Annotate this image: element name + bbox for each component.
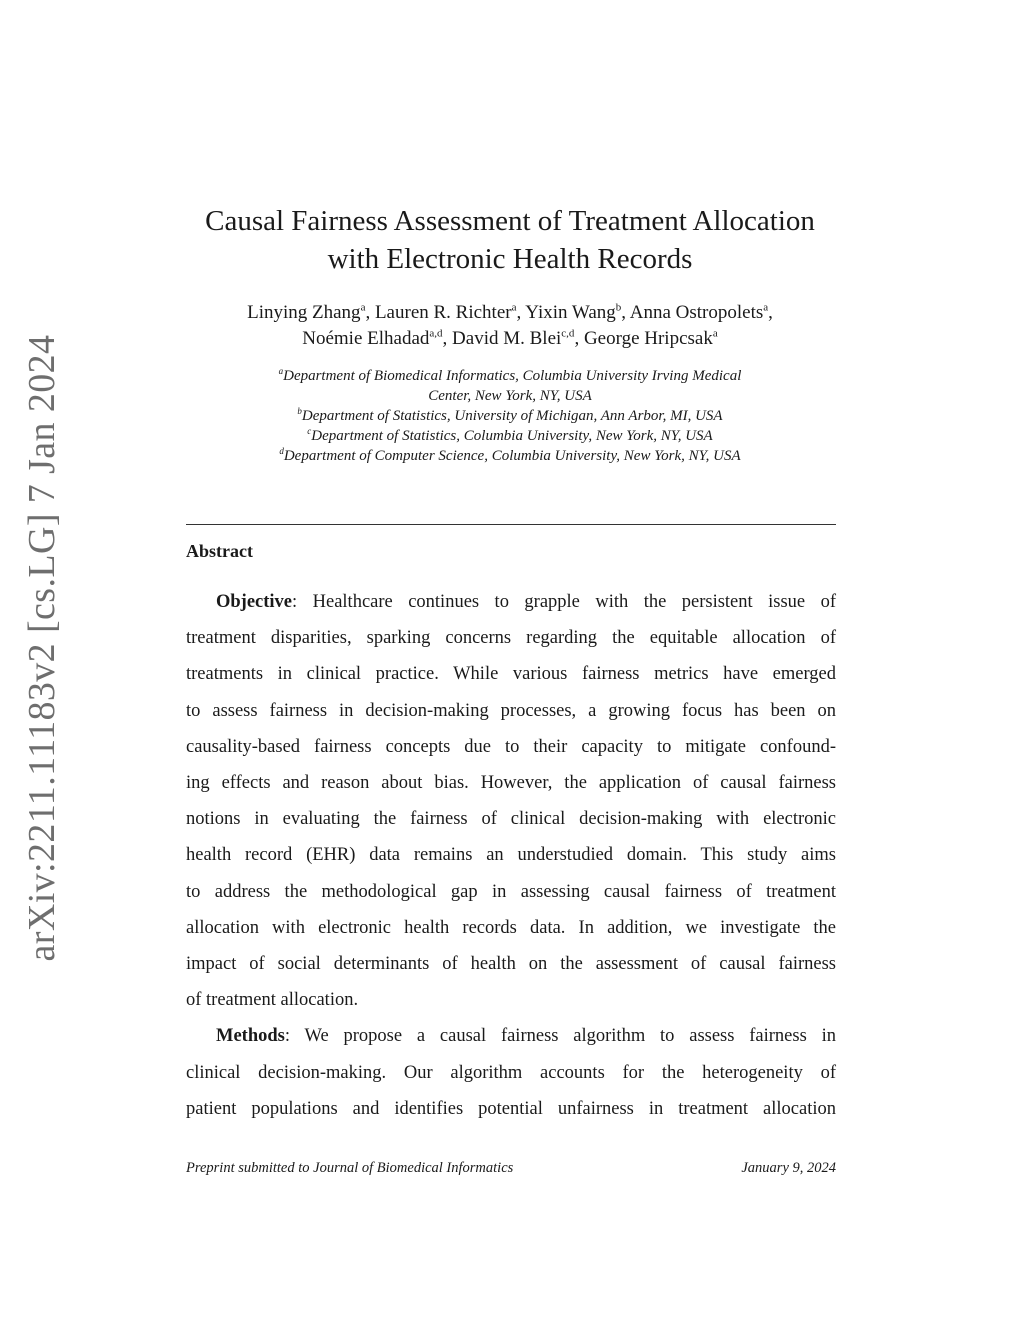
author-affiliation-mark: a,d xyxy=(429,327,443,340)
abstract-line xyxy=(186,584,836,620)
abstract-line: patient populations and identifies potential unfairness in treatment allocation xyxy=(186,1098,836,1119)
abstract-line: notions in evaluating the fairness of clinical decision-making with electronic xyxy=(186,809,836,830)
author-name: Anna Ostropolets xyxy=(629,302,764,323)
author-affiliation-mark: c,d xyxy=(561,327,575,340)
paper-title xyxy=(150,202,870,278)
arxiv-identifier: arXiv:2211.11183v2 [cs.LG] 7 Jan 2024 xyxy=(21,334,63,962)
author-affiliation-mark: a xyxy=(360,301,366,314)
abstract-line: to address the methodological gap in assessing causal fairness of treatment xyxy=(186,881,836,902)
affiliation-mark: c xyxy=(307,426,312,436)
abstract-line: causality-based fairness concepts due to their capacity to mitigate confound- xyxy=(186,736,836,757)
affiliation-mark: d xyxy=(279,446,284,456)
preprint-date: January 9, 2024 xyxy=(741,1160,836,1176)
objective-label: Objective xyxy=(216,592,293,612)
affiliation-text: Department of Biomedical Informatics, Columbia University Irving Medical xyxy=(283,368,742,384)
affiliation-a xyxy=(150,366,870,386)
affiliation-d xyxy=(150,446,870,466)
abstract-line-text: : Healthcare continues to grapple with the persistent issue of xyxy=(292,592,836,612)
abstract-line: of treatment allocation. xyxy=(186,990,359,1011)
abstract-line: treatment disparities, sparking concerns regarding the equitable allocation of xyxy=(186,628,836,649)
author-line-1: Linying Zhang$^a$, Lauren R. Richter$^a$, Yixin Wang$^b$, Anna Ostropolets$^a$, xyxy=(247,301,773,323)
abstract-line: health record (EHR) data remains an understudied domain. This study aims xyxy=(186,845,836,866)
methods-paragraph xyxy=(186,1018,836,1127)
author-name: George Hripcsak xyxy=(583,328,713,349)
affiliation-text: Department of Statistics, University of Michigan, Ann Arbor, MI, USA xyxy=(301,408,723,424)
author-line-2: Noémie Elhadad$^{a,d}$, David M. Blei$^{c,d}$, George Hripcsak$^a$ xyxy=(302,327,718,349)
author-name: Noémie Elhadad xyxy=(302,328,430,349)
author-name: Lauren R. Richter xyxy=(374,302,512,323)
abstract-body xyxy=(186,584,836,1127)
author-affiliation-mark: a xyxy=(712,327,718,340)
abstract-line: allocation with electronic health records data. In addition, we investigate the xyxy=(186,917,836,938)
author-name: David M. Blei xyxy=(452,328,562,349)
title-line-2: with Electronic Health Records xyxy=(327,243,693,275)
affiliation-a-continued: Center, New York, NY, USA xyxy=(428,388,592,404)
author-affiliation-mark: a xyxy=(511,301,517,314)
preprint-note: Preprint submitted to Journal of Biomedical Informatics xyxy=(186,1160,514,1176)
author-affiliation-mark: b xyxy=(615,301,622,314)
affiliation-text: Department of Statistics, Columbia University, New York, NY, USA xyxy=(311,428,713,444)
affiliation-mark: a xyxy=(278,366,284,376)
affiliation-c xyxy=(150,426,870,446)
abstract-line-text: : We propose a causal fairness algorithm to assess fairness in xyxy=(284,1026,836,1047)
affiliation-text: Department of Computer Science, Columbia University, New York, NY, USA xyxy=(283,448,741,464)
abstract-line xyxy=(186,1018,836,1054)
affiliation-mark: b xyxy=(297,406,302,416)
abstract-divider xyxy=(186,524,836,525)
title-line-1: Causal Fairness Assessment of Treatment Allocation xyxy=(205,205,815,237)
affiliation-b xyxy=(150,406,870,426)
abstract-heading: Abstract xyxy=(186,541,253,561)
abstract-line: clinical decision-making. Our algorithm accounts for the heterogeneity of xyxy=(186,1062,836,1083)
author-list xyxy=(150,300,870,352)
author-name: Yixin Wang xyxy=(525,302,616,323)
abstract-line: to assess fairness in decision-making processes, a growing focus has been on xyxy=(186,700,836,721)
author-name: Linying Zhang xyxy=(247,302,361,323)
abstract-line: ing effects and reason about bias. However, the application of causal fairness xyxy=(186,773,836,794)
methods-label: Methods xyxy=(216,1026,285,1047)
abstract-line: treatments in clinical practice. While various fairness metrics have emerged xyxy=(186,664,836,685)
objective-paragraph xyxy=(186,584,836,1018)
abstract-line: impact of social determinants of health on the assessment of causal fairness xyxy=(186,954,836,975)
affiliation-list xyxy=(150,366,870,466)
author-affiliation-mark: a xyxy=(763,301,769,314)
